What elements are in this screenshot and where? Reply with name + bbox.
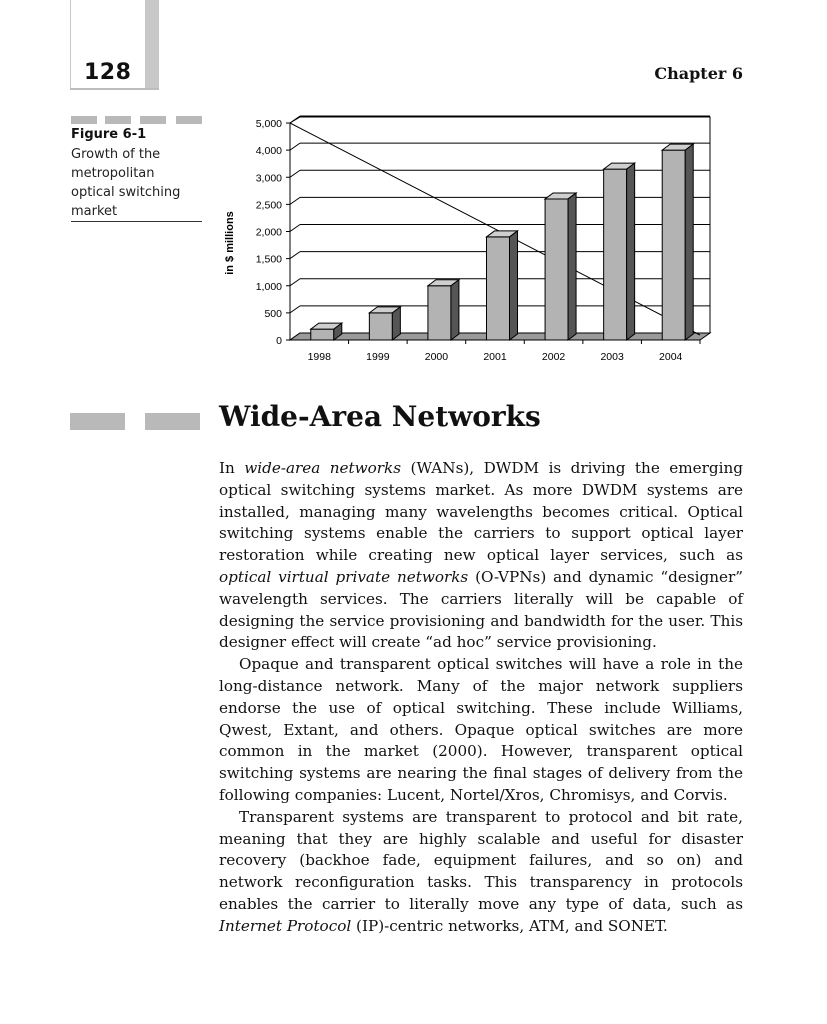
paragraph: Opaque and transparent optical switches will have a role in the long-distance network. Many of the major network suppliers endorse the use of optical switching. These include Williams, Qwest, Extant, and others. Opaque optical switches are more common in the market (2000). However, transparent optical switching systems are nearing the final stages of delivery from the following companies: Lucent, Nortel/Xros, Chromisys, and Corvis.	[219, 655, 743, 804]
bar-front	[604, 169, 627, 340]
heading-bar	[70, 413, 125, 430]
chapter-title: Chapter 6	[654, 64, 743, 83]
bar-front	[428, 286, 451, 340]
bar-side	[451, 280, 459, 340]
y-tick-label: 2,000	[255, 226, 282, 239]
x-tick-label: 1999	[366, 351, 390, 363]
x-tick-label: 2004	[659, 351, 683, 363]
paragraph: In wide-area networks (WANs), DWDM is driving the emerging optical switching systems market. As more DWDM systems are installed, managing many wavelengths becomes critical. Optical switching systems enable the carriers to support optical layer restoration while creating new optical layer services, such as optical virtual private networks (O-VPNs) and dynamic “designer” wavelength services. The carriers literally will be capable of designing the service provisioning and bandwidth for the user. This designer effect will create “ad hoc” service provisioning.	[219, 459, 743, 652]
bar	[604, 163, 635, 340]
y-tick-label: 1,500	[255, 253, 282, 266]
y-tick-label: 1,000	[255, 280, 282, 293]
figure-caption: Growth of the metropolitan optical switching market	[71, 147, 181, 219]
y-tick-label: 5,000	[255, 118, 282, 130]
x-tick-label: 2001	[483, 351, 507, 363]
bar-side	[627, 163, 635, 340]
y-tick-label: 0	[276, 335, 282, 347]
section-heading: Wide-Area Networks	[219, 400, 541, 433]
bar-front	[369, 313, 392, 340]
bar-side	[568, 193, 576, 340]
y-tick-label: 3,000	[255, 172, 282, 185]
bar	[662, 144, 693, 340]
bar-front	[311, 329, 334, 340]
paragraph: Transparent systems are transparent to protocol and bit rate, meaning that they are highly scalable and useful for disaster recovery (backhoe fade, equipment failures, and so on) and network reconfiguration tasks. This transparency in protocols enables the carrier to literally move any type of data, such as Internet Protocol (IP)-centric networks, ATM, and SONET.	[219, 807, 743, 935]
bar-side	[510, 231, 518, 340]
bar	[545, 193, 576, 340]
x-tick-label: 2002	[541, 351, 566, 363]
page-number: 128	[84, 60, 132, 85]
bar	[428, 280, 459, 340]
x-tick-label: 2000	[424, 351, 449, 363]
bar-front	[545, 199, 568, 340]
bar-side	[392, 307, 400, 340]
bar	[487, 231, 518, 340]
y-tick-label: 4,000	[255, 145, 282, 158]
bar-front	[662, 150, 685, 340]
figure-label: Figure 6-1	[71, 127, 147, 142]
bar-side	[685, 144, 693, 340]
bar-front	[487, 237, 510, 340]
y-tick-label: 2,500	[255, 199, 282, 212]
heading-bar	[145, 413, 200, 430]
y-axis-label: in $ millions	[224, 211, 236, 275]
x-tick-label: 1998	[307, 351, 331, 363]
bar	[311, 323, 342, 340]
bar-chart	[0, 0, 827, 380]
bar	[369, 307, 400, 340]
x-tick-label: 2003	[600, 351, 624, 363]
body-text	[219, 458, 743, 938]
y-tick-label: 500	[264, 307, 282, 320]
